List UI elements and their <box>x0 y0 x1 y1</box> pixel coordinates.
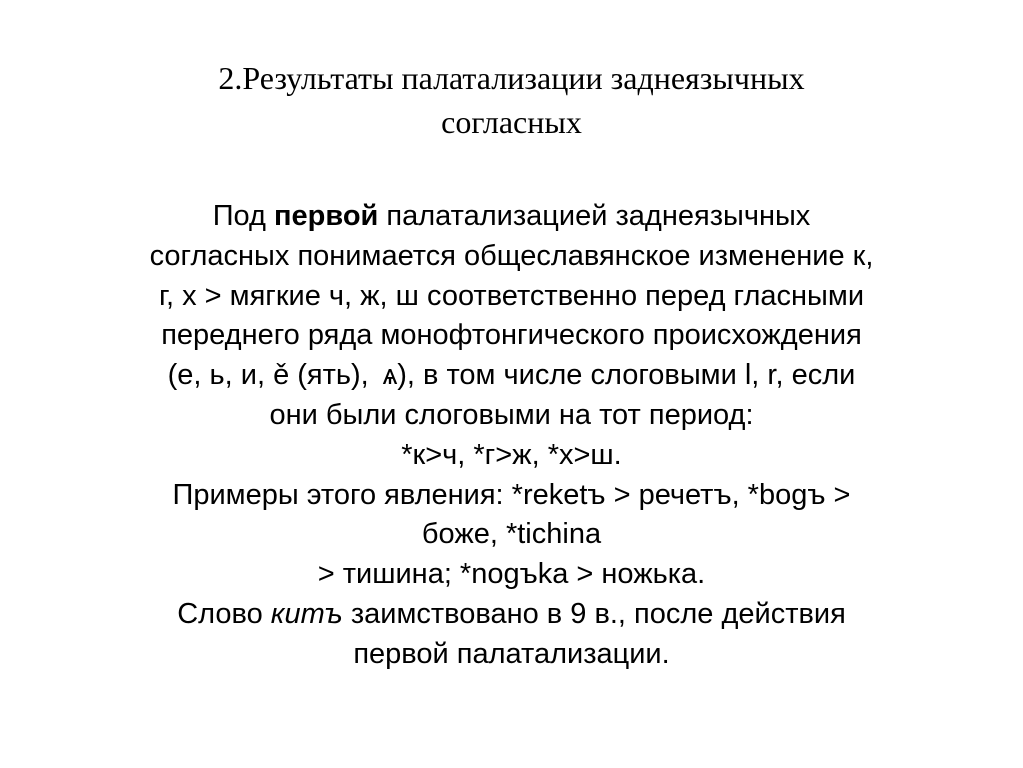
body-line-11 <box>40 595 983 635</box>
title-line-2: согласных <box>441 104 582 140</box>
body-line-3: г, х > мягкие ч, ж, ш соответственно перед гласными <box>158 279 865 312</box>
slide-title <box>60 56 963 144</box>
slide-body <box>40 197 983 675</box>
body-line-7: *к>ч, *г>ж, *х>ш. <box>401 438 622 471</box>
emphasis-bold: первой <box>274 200 379 232</box>
body-line-8: Примеры этого явления: *reketъ > речетъ, *bogъ > <box>172 478 851 511</box>
body-line-6: они были слоговыми на тот период: <box>269 398 754 431</box>
body-line-12: первой палатализации. <box>353 637 670 670</box>
body-line-10: > тишина; *nogъka > ножька. <box>317 558 706 591</box>
text-fragment: (е, ь, и, ě (ять), <box>167 359 369 392</box>
body-line-9: боже, *tichina <box>421 518 602 551</box>
small-yus-letter: ѧ <box>382 359 398 392</box>
text-fragment: заимствовано в 9 в., после действия <box>342 597 846 630</box>
text-fragment: Слово <box>177 597 271 630</box>
body-line-2: согласных понимается общеславянское изменение к, <box>149 239 874 272</box>
text-fragment: Под <box>212 200 275 232</box>
text-fragment: палатализацией заднеязычных <box>378 200 811 232</box>
body-line-5 <box>40 356 983 396</box>
body-line-4: переднего ряда монофтонгического происхождения <box>161 319 862 352</box>
title-line-1: 2.Результаты палатализации заднеязычных <box>218 60 805 96</box>
emphasis-italic: китъ <box>270 597 343 630</box>
text-fragment: ), в том числе слоговыми l, r, если <box>397 359 856 392</box>
body-line-1 <box>40 197 983 237</box>
